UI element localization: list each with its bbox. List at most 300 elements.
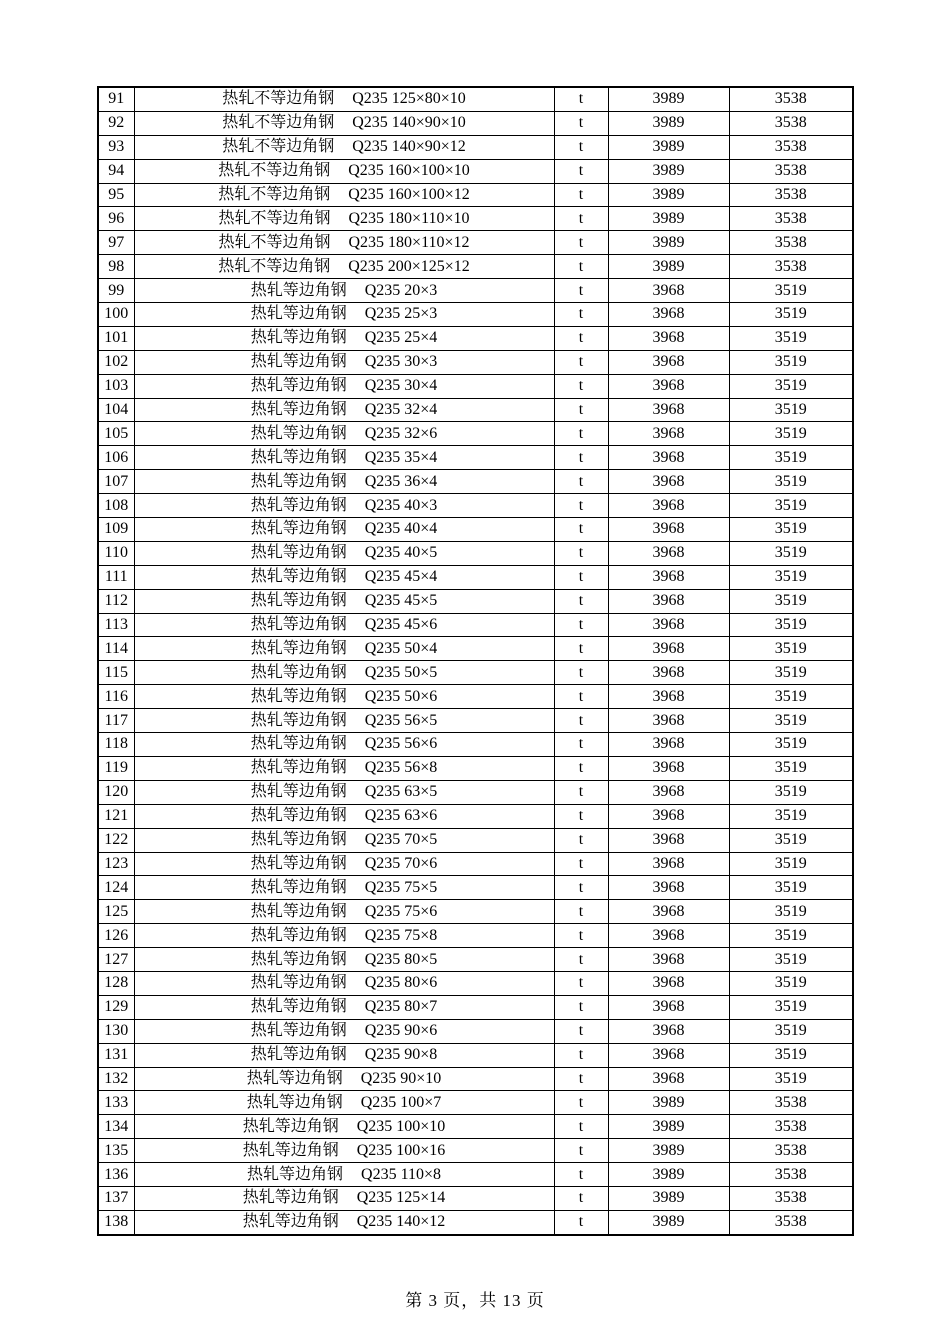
material-cell bbox=[134, 971, 554, 995]
price1-cell: 3968 bbox=[608, 780, 729, 804]
material-spec: Q235 30×4 bbox=[364, 377, 438, 395]
price2-cell: 3519 bbox=[729, 780, 853, 804]
material-cell bbox=[134, 1210, 554, 1234]
table-row bbox=[98, 374, 853, 398]
unit-cell: t bbox=[554, 279, 608, 303]
price1-cell: 3968 bbox=[608, 924, 729, 948]
material-spec: Q235 80×6 bbox=[364, 974, 438, 992]
unit-cell: t bbox=[554, 111, 608, 135]
table-row bbox=[98, 422, 853, 446]
unit-cell: t bbox=[554, 804, 608, 828]
unit-cell: t bbox=[554, 183, 608, 207]
price2-cell: 3519 bbox=[729, 685, 853, 709]
material-cell bbox=[134, 398, 554, 422]
price2-cell: 3519 bbox=[729, 398, 853, 422]
price1-cell: 3968 bbox=[608, 374, 729, 398]
price1-cell: 3968 bbox=[608, 470, 729, 494]
material-spec: Q235 40×3 bbox=[364, 496, 438, 514]
material-name: 热轧不等边角钢 bbox=[218, 209, 331, 227]
unit-cell: t bbox=[554, 924, 608, 948]
price1-cell: 3968 bbox=[608, 613, 729, 637]
row-number-cell: 95 bbox=[98, 183, 134, 207]
unit-cell: t bbox=[554, 207, 608, 231]
price2-cell: 3538 bbox=[729, 1186, 853, 1210]
material-spec: Q235 35×4 bbox=[364, 448, 438, 466]
material-name: 热轧等边角钢 bbox=[250, 639, 347, 657]
row-number-cell: 101 bbox=[98, 326, 134, 350]
table-row bbox=[98, 613, 853, 637]
material-cell bbox=[134, 780, 554, 804]
material-spec: Q235 40×5 bbox=[364, 544, 438, 562]
row-number-cell: 125 bbox=[98, 900, 134, 924]
table-row bbox=[98, 255, 853, 279]
material-spec: Q235 80×5 bbox=[364, 950, 438, 968]
table-row bbox=[98, 183, 853, 207]
price1-cell: 3968 bbox=[608, 279, 729, 303]
material-name: 热轧等边角钢 bbox=[250, 616, 347, 634]
row-number-cell: 134 bbox=[98, 1115, 134, 1139]
material-spec: Q235 160×100×10 bbox=[348, 162, 470, 180]
price2-cell: 3519 bbox=[729, 924, 853, 948]
row-number-cell: 131 bbox=[98, 1043, 134, 1067]
material-spec: Q235 70×6 bbox=[364, 854, 438, 872]
unit-cell: t bbox=[554, 1210, 608, 1234]
material-spec: Q235 200×125×12 bbox=[348, 257, 470, 275]
unit-cell: t bbox=[554, 398, 608, 422]
price1-cell: 3968 bbox=[608, 876, 729, 900]
material-spec: Q235 100×10 bbox=[356, 1117, 446, 1135]
row-number-cell: 97 bbox=[98, 231, 134, 255]
price1-cell: 3989 bbox=[608, 111, 729, 135]
table-row bbox=[98, 1210, 853, 1234]
price1-cell: 3968 bbox=[608, 948, 729, 972]
unit-cell: t bbox=[554, 494, 608, 518]
price2-cell: 3519 bbox=[729, 876, 853, 900]
material-name: 热轧等边角钢 bbox=[250, 329, 347, 347]
material-name: 热轧等边角钢 bbox=[250, 807, 347, 825]
price2-cell: 3538 bbox=[729, 183, 853, 207]
material-name: 热轧等边角钢 bbox=[250, 759, 347, 777]
material-cell bbox=[134, 1091, 554, 1115]
price2-cell: 3519 bbox=[729, 565, 853, 589]
material-name: 热轧等边角钢 bbox=[250, 926, 347, 944]
material-cell bbox=[134, 1067, 554, 1091]
price1-cell: 3989 bbox=[608, 1091, 729, 1115]
material-name: 热轧等边角钢 bbox=[250, 496, 347, 514]
material-cell bbox=[134, 541, 554, 565]
price1-cell: 3968 bbox=[608, 661, 729, 685]
material-cell bbox=[134, 159, 554, 183]
row-number-cell: 108 bbox=[98, 494, 134, 518]
unit-cell: t bbox=[554, 303, 608, 327]
row-number-cell: 91 bbox=[98, 87, 134, 111]
unit-cell: t bbox=[554, 422, 608, 446]
material-cell bbox=[134, 804, 554, 828]
material-name: 热轧等边角钢 bbox=[250, 687, 347, 705]
price1-cell: 3989 bbox=[608, 255, 729, 279]
row-number-cell: 114 bbox=[98, 637, 134, 661]
material-spec: Q235 56×6 bbox=[364, 735, 438, 753]
material-cell bbox=[134, 374, 554, 398]
price2-cell: 3519 bbox=[729, 589, 853, 613]
table-row bbox=[98, 279, 853, 303]
unit-cell: t bbox=[554, 326, 608, 350]
price2-cell: 3519 bbox=[729, 756, 853, 780]
material-spec: Q235 50×6 bbox=[364, 687, 438, 705]
material-cell bbox=[134, 279, 554, 303]
material-name: 热轧不等边角钢 bbox=[222, 90, 335, 108]
material-spec: Q235 63×5 bbox=[364, 783, 438, 801]
material-name: 热轧等边角钢 bbox=[250, 305, 347, 323]
material-name: 热轧等边角钢 bbox=[250, 281, 347, 299]
unit-cell: t bbox=[554, 852, 608, 876]
table-row bbox=[98, 231, 853, 255]
unit-cell: t bbox=[554, 1067, 608, 1091]
table-row bbox=[98, 804, 853, 828]
row-number-cell: 136 bbox=[98, 1163, 134, 1187]
price2-cell: 3519 bbox=[729, 852, 853, 876]
table-row bbox=[98, 900, 853, 924]
row-number-cell: 103 bbox=[98, 374, 134, 398]
price1-cell: 3989 bbox=[608, 135, 729, 159]
price1-cell: 3968 bbox=[608, 589, 729, 613]
material-name: 热轧等边角钢 bbox=[250, 663, 347, 681]
unit-cell: t bbox=[554, 733, 608, 757]
table-row bbox=[98, 1019, 853, 1043]
price1-cell: 3968 bbox=[608, 995, 729, 1019]
material-cell bbox=[134, 709, 554, 733]
table-row bbox=[98, 207, 853, 231]
price1-cell: 3989 bbox=[608, 87, 729, 111]
row-number-cell: 137 bbox=[98, 1186, 134, 1210]
price2-cell: 3519 bbox=[729, 804, 853, 828]
row-number-cell: 132 bbox=[98, 1067, 134, 1091]
price1-cell: 3968 bbox=[608, 422, 729, 446]
row-number-cell: 121 bbox=[98, 804, 134, 828]
price1-cell: 3968 bbox=[608, 326, 729, 350]
material-cell bbox=[134, 733, 554, 757]
material-cell bbox=[134, 661, 554, 685]
material-cell bbox=[134, 852, 554, 876]
material-cell bbox=[134, 589, 554, 613]
material-spec: Q235 56×5 bbox=[364, 711, 438, 729]
unit-cell: t bbox=[554, 374, 608, 398]
row-number-cell: 106 bbox=[98, 446, 134, 470]
material-spec: Q235 180×110×10 bbox=[348, 209, 470, 227]
price1-cell: 3968 bbox=[608, 541, 729, 565]
material-cell bbox=[134, 87, 554, 111]
table-row bbox=[98, 303, 853, 327]
material-name: 热轧等边角钢 bbox=[250, 424, 347, 442]
material-name: 热轧等边角钢 bbox=[250, 401, 347, 419]
material-name: 热轧等边角钢 bbox=[250, 711, 347, 729]
table-row bbox=[98, 733, 853, 757]
price1-cell: 3968 bbox=[608, 637, 729, 661]
table-row bbox=[98, 326, 853, 350]
material-spec: Q235 45×6 bbox=[364, 616, 438, 634]
row-number-cell: 96 bbox=[98, 207, 134, 231]
material-cell bbox=[134, 1115, 554, 1139]
price2-cell: 3519 bbox=[729, 470, 853, 494]
row-number-cell: 92 bbox=[98, 111, 134, 135]
unit-cell: t bbox=[554, 1043, 608, 1067]
material-spec: Q235 160×100×12 bbox=[348, 186, 470, 203]
material-cell bbox=[134, 326, 554, 350]
row-number-cell: 99 bbox=[98, 279, 134, 303]
price1-cell: 3968 bbox=[608, 1067, 729, 1091]
material-spec: Q235 45×5 bbox=[364, 592, 438, 610]
material-name: 热轧等边角钢 bbox=[250, 902, 347, 920]
row-number-cell: 110 bbox=[98, 541, 134, 565]
table-row bbox=[98, 971, 853, 995]
price1-cell: 3968 bbox=[608, 709, 729, 733]
material-name: 热轧等边角钢 bbox=[250, 735, 347, 753]
table-row bbox=[98, 350, 853, 374]
material-name: 热轧不等边角钢 bbox=[218, 257, 331, 275]
unit-cell: t bbox=[554, 1091, 608, 1115]
price2-cell: 3538 bbox=[729, 231, 853, 255]
row-number-cell: 112 bbox=[98, 589, 134, 613]
material-spec: Q235 180×110×12 bbox=[348, 233, 470, 251]
material-name: 热轧等边角钢 bbox=[250, 448, 347, 466]
material-name: 热轧等边角钢 bbox=[242, 1189, 339, 1207]
unit-cell: t bbox=[554, 87, 608, 111]
row-number-cell: 94 bbox=[98, 159, 134, 183]
table-row bbox=[98, 111, 853, 135]
table-row bbox=[98, 709, 853, 733]
price2-cell: 3519 bbox=[729, 446, 853, 470]
price1-cell: 3989 bbox=[608, 1186, 729, 1210]
unit-cell: t bbox=[554, 1115, 608, 1139]
table-row bbox=[98, 995, 853, 1019]
table-row bbox=[98, 565, 853, 589]
price1-cell: 3989 bbox=[608, 231, 729, 255]
price2-cell: 3519 bbox=[729, 900, 853, 924]
table-row bbox=[98, 1139, 853, 1163]
material-spec: Q235 80×7 bbox=[364, 998, 438, 1016]
material-spec: Q235 40×4 bbox=[364, 520, 438, 538]
price1-cell: 3989 bbox=[608, 1163, 729, 1187]
material-cell bbox=[134, 470, 554, 494]
unit-cell: t bbox=[554, 995, 608, 1019]
unit-cell: t bbox=[554, 1139, 608, 1163]
material-name: 热轧等边角钢 bbox=[246, 1093, 343, 1111]
price2-cell: 3519 bbox=[729, 326, 853, 350]
price1-cell: 3989 bbox=[608, 207, 729, 231]
material-cell bbox=[134, 135, 554, 159]
table-row bbox=[98, 1163, 853, 1187]
price2-cell: 3519 bbox=[729, 303, 853, 327]
table-row bbox=[98, 828, 853, 852]
table-row bbox=[98, 924, 853, 948]
material-spec: Q235 140×90×10 bbox=[352, 114, 466, 132]
price1-cell: 3968 bbox=[608, 350, 729, 374]
table-row bbox=[98, 661, 853, 685]
price2-cell: 3519 bbox=[729, 709, 853, 733]
table-row bbox=[98, 470, 853, 494]
price2-cell: 3538 bbox=[729, 1210, 853, 1234]
material-name: 热轧等边角钢 bbox=[250, 974, 347, 992]
material-cell bbox=[134, 1019, 554, 1043]
row-number-cell: 98 bbox=[98, 255, 134, 279]
material-spec: Q235 125×14 bbox=[356, 1189, 446, 1207]
material-name: 热轧不等边角钢 bbox=[218, 233, 331, 251]
price1-cell: 3968 bbox=[608, 565, 729, 589]
row-number-cell: 93 bbox=[98, 135, 134, 159]
material-cell bbox=[134, 231, 554, 255]
price1-cell: 3968 bbox=[608, 494, 729, 518]
unit-cell: t bbox=[554, 589, 608, 613]
material-name: 热轧等边角钢 bbox=[250, 950, 347, 968]
table-row bbox=[98, 589, 853, 613]
unit-cell: t bbox=[554, 876, 608, 900]
unit-cell: t bbox=[554, 135, 608, 159]
material-name: 热轧等边角钢 bbox=[250, 520, 347, 538]
unit-cell: t bbox=[554, 350, 608, 374]
row-number-cell: 126 bbox=[98, 924, 134, 948]
material-cell bbox=[134, 446, 554, 470]
material-spec: Q235 25×4 bbox=[364, 329, 438, 347]
row-number-cell: 111 bbox=[98, 565, 134, 589]
price2-cell: 3519 bbox=[729, 971, 853, 995]
table-row bbox=[98, 685, 853, 709]
unit-cell: t bbox=[554, 971, 608, 995]
material-name: 热轧等边角钢 bbox=[246, 1069, 343, 1087]
price1-cell: 3968 bbox=[608, 1019, 729, 1043]
material-spec: Q235 90×8 bbox=[364, 1046, 438, 1064]
material-spec: Q235 32×6 bbox=[364, 424, 438, 442]
price2-cell: 3519 bbox=[729, 661, 853, 685]
unit-cell: t bbox=[554, 613, 608, 637]
unit-cell: t bbox=[554, 756, 608, 780]
unit-cell: t bbox=[554, 685, 608, 709]
price1-cell: 3968 bbox=[608, 446, 729, 470]
material-name: 热轧不等边角钢 bbox=[218, 186, 331, 203]
material-cell bbox=[134, 1163, 554, 1187]
price2-cell: 3519 bbox=[729, 279, 853, 303]
material-name: 热轧等边角钢 bbox=[247, 1165, 344, 1183]
price1-cell: 3968 bbox=[608, 518, 729, 542]
material-spec: Q235 140×90×12 bbox=[352, 138, 466, 156]
unit-cell: t bbox=[554, 470, 608, 494]
price2-cell: 3538 bbox=[729, 255, 853, 279]
price2-cell: 3519 bbox=[729, 995, 853, 1019]
price1-cell: 3968 bbox=[608, 804, 729, 828]
row-number-cell: 123 bbox=[98, 852, 134, 876]
material-spec: Q235 50×4 bbox=[364, 639, 438, 657]
price1-cell: 3968 bbox=[608, 900, 729, 924]
table-row bbox=[98, 446, 853, 470]
steel-price-table bbox=[97, 86, 854, 1236]
row-number-cell: 128 bbox=[98, 971, 134, 995]
row-number-cell: 127 bbox=[98, 948, 134, 972]
unit-cell: t bbox=[554, 780, 608, 804]
material-cell bbox=[134, 565, 554, 589]
material-spec: Q235 110×8 bbox=[361, 1165, 441, 1183]
table-row bbox=[98, 87, 853, 111]
price2-cell: 3538 bbox=[729, 1091, 853, 1115]
row-number-cell: 138 bbox=[98, 1210, 134, 1234]
row-number-cell: 105 bbox=[98, 422, 134, 446]
table-row bbox=[98, 541, 853, 565]
table-row bbox=[98, 1115, 853, 1139]
price1-cell: 3968 bbox=[608, 971, 729, 995]
material-cell bbox=[134, 183, 554, 207]
material-spec: Q235 32×4 bbox=[364, 401, 438, 419]
price2-cell: 3538 bbox=[729, 1115, 853, 1139]
material-cell bbox=[134, 350, 554, 374]
price2-cell: 3519 bbox=[729, 422, 853, 446]
material-name: 热轧等边角钢 bbox=[250, 568, 347, 586]
row-number-cell: 116 bbox=[98, 685, 134, 709]
material-name: 热轧等边角钢 bbox=[250, 472, 347, 490]
material-name: 热轧等边角钢 bbox=[242, 1117, 339, 1135]
table-row bbox=[98, 756, 853, 780]
table-row bbox=[98, 135, 853, 159]
price1-cell: 3989 bbox=[608, 1139, 729, 1163]
price2-cell: 3538 bbox=[729, 111, 853, 135]
price2-cell: 3519 bbox=[729, 1043, 853, 1067]
material-cell bbox=[134, 685, 554, 709]
row-number-cell: 124 bbox=[98, 876, 134, 900]
material-name: 热轧等边角钢 bbox=[250, 544, 347, 562]
table-row bbox=[98, 1091, 853, 1115]
material-cell bbox=[134, 995, 554, 1019]
table-row bbox=[98, 1043, 853, 1067]
unit-cell: t bbox=[554, 1186, 608, 1210]
material-cell bbox=[134, 303, 554, 327]
material-name: 热轧等边角钢 bbox=[250, 783, 347, 801]
row-number-cell: 117 bbox=[98, 709, 134, 733]
material-name: 热轧等边角钢 bbox=[250, 831, 347, 849]
price2-cell: 3519 bbox=[729, 637, 853, 661]
row-number-cell: 118 bbox=[98, 733, 134, 757]
price1-cell: 3968 bbox=[608, 828, 729, 852]
table-row bbox=[98, 1186, 853, 1210]
material-cell bbox=[134, 756, 554, 780]
unit-cell: t bbox=[554, 637, 608, 661]
price1-cell: 3968 bbox=[608, 852, 729, 876]
unit-cell: t bbox=[554, 231, 608, 255]
unit-cell: t bbox=[554, 1019, 608, 1043]
material-cell bbox=[134, 900, 554, 924]
price2-cell: 3538 bbox=[729, 135, 853, 159]
unit-cell: t bbox=[554, 541, 608, 565]
price-table-body bbox=[98, 87, 853, 1235]
material-spec: Q235 25×3 bbox=[364, 305, 438, 323]
material-spec: Q235 50×5 bbox=[364, 663, 438, 681]
row-number-cell: 109 bbox=[98, 518, 134, 542]
material-spec: Q235 90×10 bbox=[360, 1069, 442, 1087]
price1-cell: 3968 bbox=[608, 685, 729, 709]
price1-cell: 3989 bbox=[608, 159, 729, 183]
material-name: 热轧等边角钢 bbox=[250, 353, 347, 371]
material-spec: Q235 100×7 bbox=[360, 1093, 442, 1111]
material-spec: Q235 90×6 bbox=[364, 1022, 438, 1040]
material-cell bbox=[134, 1186, 554, 1210]
material-spec: Q235 70×5 bbox=[364, 831, 438, 849]
material-spec: Q235 56×8 bbox=[364, 759, 438, 777]
material-cell bbox=[134, 494, 554, 518]
price2-cell: 3519 bbox=[729, 541, 853, 565]
price2-cell: 3538 bbox=[729, 1139, 853, 1163]
row-number-cell: 133 bbox=[98, 1091, 134, 1115]
material-spec: Q235 75×8 bbox=[364, 926, 438, 944]
material-cell bbox=[134, 828, 554, 852]
material-spec: Q235 100×16 bbox=[356, 1141, 446, 1159]
row-number-cell: 102 bbox=[98, 350, 134, 374]
material-cell bbox=[134, 422, 554, 446]
